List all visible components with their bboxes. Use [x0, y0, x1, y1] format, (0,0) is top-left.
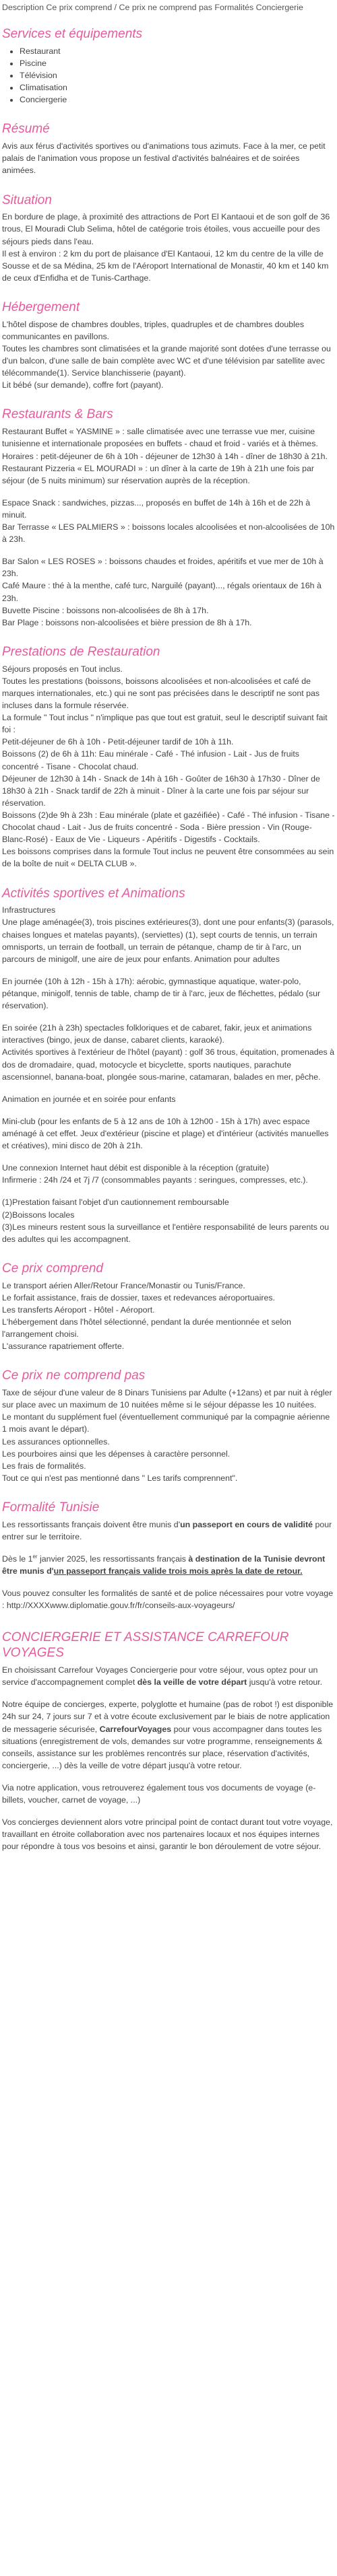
conciergerie-p2-a: Notre équipe de concierges, experte, polyglotte et humaine (pas de robot !) est disponible 24h sur 24, 7 jours sur 7 et à votre écoute exclusivement par le biais de notre application de messagerie sécurisée, [2, 1700, 334, 1734]
conciergerie-intro [2, 1664, 335, 1688]
comprend-title: Ce prix comprend [2, 1261, 103, 1276]
activites-journee: En journée (10h à 12h - 15h à 17h): aérobic, gymnastique aquatique, water-polo, pétanque, minigolf, tennis de table, champ de tir à l'arc, jeux de fléchettes, pédalo (sur réservation). [2, 976, 321, 1011]
formalite-p2-bold: à destination de la Tunisie devront être munis d' [2, 1554, 326, 1576]
conciergerie-p2-b: pour vous accompagner dans toutes les situations (enregistrement de vols, demandes sur votre programme, renseignements & conseils, assistance sur les problèmes rencontrés sur place, réservation d'activités, conciergerie, ...) dès la veille de votre départ jusqu'à votre retour. [2, 1724, 323, 1770]
formalite-section [2, 1500, 335, 1611]
formalite-consult-text [2, 1587, 335, 1611]
activites-infrastructures: Infrastructures Une plage aménagée(3), trois piscines extérieures(3), dont une pour enfants(3) (parasols, chaises longues et matelas payants), (serviettes) (1), sept courts de tennis, un terrain omnisports, un terrain de football, un terrain de pétanque, champ de tir à l'arc, un parcours de minigolf, une aire de jeux pour enfants. Animation pour adultes [2, 905, 334, 964]
services-list [2, 45, 335, 106]
resume-text: Avis aux férus d'activités sportives ou d'animations tous azimuts. Face à la mer, ce petit palais de l'animation vous propose un festival d'activités balnéaires et de soirées animées. [2, 141, 326, 176]
restaurants-snack-text: Espace Snack : sandwiches, pizzas..., proposés en buffet de 14h à 16h et de 22h à minuit. Bar Terrasse « LES PALMIERS » : boissons locales alcoolisées et non-alcoolisées de 10h à 23h. [2, 497, 335, 545]
hebergement-extra: Lit bébé (sur demande), coffre fort (payant). [2, 380, 164, 390]
conciergerie-p1-b: jusqu'à votre retour. [247, 1677, 323, 1687]
activites-title: Activités sportives et Animations [2, 886, 185, 901]
hebergement-text: L'hôtel dispose de chambres doubles, triples, quadruples et de chambres doubles communicantes en pavillons. Toutes les chambres sont climatisées et la grande majorité sont dotées d'une terrasse ou d'un balcon, d'une salle de bain complète avec WC et d'une télévision par satellite avec télécommande(1). Service blanchisserie (payant). [2, 319, 331, 378]
formalite-p2-sup: er [32, 1553, 38, 1560]
conciergerie-title: CONCIERGERIE ET ASSISTANCE CARREFOUR VOYAGES [2, 1630, 289, 1661]
formalite-p1-post: pour entrer sur le territoire. [2, 1519, 332, 1541]
situation-title: Situation [2, 193, 52, 207]
formalite-p1-bold: un passeport en cours de validité [180, 1519, 313, 1529]
formalite-passport-text [2, 1519, 335, 1543]
services-item: • Climatisation [20, 81, 335, 94]
resume-section [2, 122, 335, 176]
formalite-p1-pre: Les ressortissants français doivent être munis d' [2, 1519, 181, 1529]
restaurants-bars-text: Bar Salon « LES ROSES » : boissons chaudes et froides, apéritifs et vue mer de 10h à 23h. Café Maure : thé à la menthe, café turc, Narguilé (payant)..., régals orientaux de 16h à 23h. Buvette Piscine : boissons non-alcoolisées de 8h à 17h. Bar Plage : boissons non-alcoolisées et bière pression de 8h à 17h. [2, 557, 324, 627]
activites-enfants: Animation en journée et en soirée pour enfants [2, 1094, 176, 1104]
tab-bar[interactable]: Description Ce prix comprend / Ce prix ne comprend pas Formalités Conciergerie [2, 3, 303, 12]
services-title: Services et équipements [2, 27, 143, 42]
prestations-text: Séjours proposés en Tout inclus. Toutes les prestations (boissons, boissons alcoolisées et non-alcoolisées et café de marques internationales, etc.) qui ne sont pas précisées dans le descriptif ne sont pas incluses dans la formule réservée. La formule " Tout inclus " n'implique pas que tout est gratuit, seul le descriptif suivant fait foi : Petit-déjeuner de 6h à 10h - Petit-déjeuner tardif de 10h à 11h. Boissons (2) de 6h à 11h: Eau minérale - Café - Thé infusion - Lait - Jus de fruits concentré - Tisane - Chocolat chaud. Déjeuner de 12h30 à 14h - Snack de 14h à 16h - Goûter de 16h30 à 17h30 - Dîner de 18h30 à 21h - Snack tardif de 22h à minuit - Dîner à la carte une fois par séjour sur réservation. Boissons (2)de 9h à 23h : Eau minérale (plate et gazéifiée) - Café - Thé infusion - Tisane - Chocolat chaud - Lait - Jus de fruits concentré - Soda - Bière pression - Vin (Rouge-Blanc-Rosé) - Eaux de Vie - Liqueurs - Apéritifs - Digestifs - Cocktails. Les boissons comprises dans la formule Tout inclus ne peuvent être consommées au sein de la boîte de nuit « DELTA CLUB ». [2, 664, 335, 869]
resume-title: Résumé [2, 122, 50, 137]
activites-miniclub: Mini-club (pour les enfants de 5 à 12 ans de 10h à 12h00 - 15h à 17h) avec espace aménagé à cet effet. Jeux d'extérieur (piscine et plage) et d'intérieur (activités manuelles et créatives), mini disco de 20h à 21h. [2, 1116, 329, 1151]
services-item: • Restaurant [20, 45, 335, 57]
prestations-section [2, 645, 335, 870]
ne-comprend-title: Ce prix ne comprend pas [2, 1368, 146, 1383]
formalite-p3-a: Vous pouvez consulter les formalités de santé et de police nécessaires pour votre voyage : [2, 1589, 334, 1611]
formalite-p2-b: janvier 2025, les ressortissants français [37, 1554, 189, 1564]
diplomatie-link[interactable]: http://XXXXwww.diplomatie.gouv.fr/fr/conseils-aux-voyageurs/ [6, 1601, 235, 1611]
restaurants-title: Restaurants & Bars [2, 407, 113, 422]
situation-text: En bordure de plage, à proximité des attractions de Port El Kantaoui et de son golf de 36 trous, El Mouradi Club Selima, hôtel de catégorie trois étoiles, vous accueille pour des séjours pieds dans l'eau. Il est à environ : 2 km du port de plaisance d'El Kantaoui, 12 km du centre de la ville de Sousse et de sa Médina, 25 km de l'Aéroport International de Monastir, 40 km et 140 km de ceux d'Enfidha et de Tunis-Carthage. [2, 212, 330, 283]
formalite-2025-text [2, 1553, 335, 1577]
services-item: • Télévision [20, 69, 335, 81]
services-item: • Conciergerie [20, 94, 335, 106]
conciergerie-contact: Vos concierges deviennent alors votre principal point de contact durant tout votre voyage, travaillant en étroite collaboration avec nos partenaires locaux et nos équipes internes pour répondre à tous vos besoins et ainsi, garantir le bon déroulement de votre séjour. [2, 1817, 333, 1852]
situation-section [2, 193, 335, 284]
comprend-section [2, 1261, 335, 1352]
formalite-title: Formalité Tunisie [2, 1500, 100, 1515]
restaurants-section [2, 407, 335, 628]
restaurants-text: Restaurant Buffet « YASMINE » : salle climatisée avec une terrasse vue mer, cuisine tunisienne et internationale proposées en buffets - chaud et froid - variés et à thèmes. Horaires : petit-déjeuner de 6h à 10h - déjeuner de 12h30 à 14h - dîner de 18h30 à 21h. Restaurant Pizzeria « EL MOURADI » : un dîner à la carte de 19h à 21h une fois par séjour (de 5 nuits minimum) sur réservation auprès de la réception. [2, 427, 328, 485]
conciergerie-p1-bold: dès la veille de votre départ [137, 1677, 247, 1687]
conciergerie-team [2, 1698, 335, 1772]
activites-section [2, 886, 335, 1245]
ne-comprend-text: Taxe de séjour d'une valeur de 8 Dinars Tunisiens par Adulte (+12ans) et par nuit à régler sur place avec un maximum de 10 nuitées même si le séjour dépasse les 10 nuitées. Le montant du supplément fuel (éventuellement communiqué par la compagnie aérienne 1 mois avant le départ). Les assurances optionnelles. Les pourboires ainsi que les dépenses à caractère personnel. Les frais de formalités. Tout ce qui n'est pas mentionné dans " Les tarifs comprennent". [2, 1388, 332, 1483]
comprend-text: Le transport aérien Aller/Retour France/Monastir ou Tunis/France. Le forfait assistance, frais de dossier, taxes et redevances aéroportuaires. Les transferts Aéroport - Hôtel - Aéroport. L'hébergement dans l'hôtel sélectionné, pendant la durée mentionnée et selon l'arrangement choisi. L'assurance rapatriement offerte. [2, 1280, 292, 1352]
services-section [2, 27, 335, 106]
conciergerie-p1-a: En choisissant Carrefour Voyages Conciergerie pour votre séjour, vous optez pour un service d'accompagnement complet [2, 1665, 318, 1687]
conciergerie-section [2, 1630, 335, 1852]
activites-soiree: En soirée (21h à 23h) spectacles folkloriques et de cabaret, fakir, jeux et animations interactives (bingo, jeux de danse, cabaret clients, karaoké). Activités sportives à l'extérieur de l'hôtel (payant) : golf 36 trous, équitation, promenades à dos de dromadaire, quad, motocycle et bicyclette, sports nautiques, parachute ascensionnel, banana-boat, plongée sous-marine, catamaran, balades en mer, pêche. [2, 1023, 335, 1082]
services-item: • Piscine [20, 57, 335, 69]
activites-internet: Une connexion Internet haut débit est disponible à la réception (gratuite) Infirmerie : 24h /24 et 7j /7 (consommables payants : seringues, compresses, etc.). [2, 1163, 308, 1185]
conciergerie-p2-bold: CarrefourVoyages [99, 1724, 172, 1734]
prestations-title: Prestations de Restauration [2, 644, 160, 659]
activites-notes: (1)Prestation faisant l'objet d'un cautionnement remboursable (2)Boissons locales (3)Les mineurs restent sous la surveillance et l'entière responsabilité de leurs parents ou des adultes qui les accompagnent. [2, 1197, 330, 1244]
formalite-p2-bold-underlined: un passeport français valide trois mois après la date de retour. [53, 1566, 303, 1576]
hebergement-section [2, 300, 335, 391]
hebergement-title: Hébergement [2, 300, 80, 315]
formalite-p2-a: Dès le 1 [2, 1554, 33, 1564]
conciergerie-app: Via notre application, vous retrouverez également tous vos documents de voyage (e-billets, voucher, carnet de voyage, ...) [2, 1782, 316, 1805]
ne-comprend-section [2, 1368, 335, 1484]
